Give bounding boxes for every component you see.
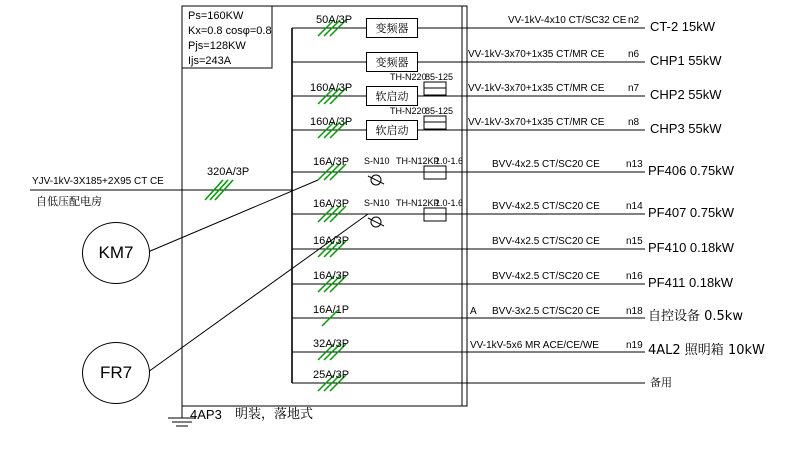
load-label-6: PF407 0.75kW (648, 205, 734, 220)
load-label-1: CT-2 15kW (650, 19, 716, 34)
cable-label-4: VV-1kV-3x70+1x35 CT/MR CE (468, 117, 605, 128)
circuit-no-4: n8 (628, 117, 640, 128)
breaker-label-1: 50A/3P (316, 14, 353, 26)
relay-fr7-label: FR7 (99, 363, 133, 382)
panel-name-label: 4AP3 (190, 407, 222, 422)
cable-label-5: BVV-4x2.5 CT/SC20 CE (492, 159, 600, 170)
circuit-no-3: n7 (628, 83, 640, 94)
thermal-range-5: 1.0-1.6 (435, 156, 464, 166)
breaker-label-5: 16A/3P (313, 156, 350, 168)
circuit-no-6: n14 (626, 201, 643, 212)
device-label-3: 软启动 (375, 91, 409, 103)
thermal-label-4: TH-N220 (390, 106, 427, 116)
load-label-4: CHP3 55kW (650, 121, 722, 136)
panel-spec-line-1: Ps=160KW (188, 10, 244, 22)
thermal-label-3: TH-N220 (390, 72, 427, 82)
cable-label-10: VV-1kV-5x6 MR ACE/CE/WE (470, 340, 599, 351)
load-label-10: 4AL2 照明箱 10kW (648, 343, 765, 358)
circuit-no-5: n13 (626, 159, 643, 170)
main-breaker-label: 320A/3P (207, 166, 250, 178)
load-label-11: 备用 (650, 376, 672, 389)
circuit-no-1: n2 (628, 15, 640, 26)
device-box-4 (366, 120, 418, 140)
breaker-label-10: 32A/3P (313, 338, 350, 350)
relay-fr7[interactable] (82, 342, 150, 404)
thermal-label-5: TH-N12KP (396, 156, 440, 166)
breaker-label-9: 16A/1P (313, 304, 350, 316)
device-label-4: 软启动 (375, 125, 409, 137)
circuit-no-7: n15 (626, 236, 643, 247)
thermal-range-3: 85-125 (425, 72, 454, 82)
relay-km7-label: KM7 (98, 243, 134, 262)
breaker-label-8: 16A/3P (313, 270, 350, 282)
breaker-label-7: 16A/3P (313, 235, 350, 247)
load-label-7: PF410 0.18kW (648, 240, 734, 255)
circuit-no-10: n19 (626, 340, 643, 351)
device-label-2: 变频器 (375, 57, 409, 69)
starter-label-6: S-N10 (364, 198, 390, 208)
relay-km7[interactable] (82, 222, 150, 284)
panel-mounting-label: 明装，落地式 (235, 407, 314, 422)
panel-spec-line-2: Kx=0.8 cosφ=0.8 (188, 25, 272, 37)
cable-label-6: BVV-4x2.5 CT/SC20 CE (492, 201, 600, 212)
circuit-no-9: n18 (626, 306, 643, 317)
load-label-5: PF406 0.75kW (648, 163, 734, 178)
circuit-no-2: n6 (628, 49, 640, 60)
load-label-2: CHP1 55kW (650, 53, 722, 68)
cable-label-9: BVV-3x2.5 CT/SC20 CE (492, 306, 600, 317)
incoming-source-label: 自低压配电房 (36, 195, 102, 208)
thermal-range-4: 85-125 (425, 106, 454, 116)
breaker-label-6: 16A/3P (313, 198, 350, 210)
panel-spec-line-3: Pjs=128KW (188, 40, 246, 52)
device-label-1: 变频器 (375, 23, 409, 35)
load-label-8: PF411 0.18kW (648, 275, 734, 290)
breaker-label-4: 160A/3P (310, 116, 353, 128)
starter-label-5: S-N10 (364, 156, 390, 166)
cable-label-8: BVV-4x2.5 CT/SC20 CE (492, 271, 600, 282)
device-box-3 (366, 86, 418, 106)
thermal-range-6: 1.0-1.6 (435, 198, 464, 208)
device-box-2 (366, 52, 418, 72)
cable-label-2: VV-1kV-3x70+1x35 CT/MR CE (468, 49, 605, 60)
cable-label-3: VV-1kV-3x70+1x35 CT/MR CE (468, 83, 605, 94)
incoming-cable-label: YJV-1kV-3X185+2X95 CT CE (32, 176, 164, 187)
cable-label-1: VV-1kV-4x10 CT/SC32 CE (508, 15, 627, 26)
load-label-9: 自控设备 0.5kw (648, 309, 743, 324)
thermal-label-6: TH-N12KP (396, 198, 440, 208)
device-box-1 (366, 18, 418, 38)
phase-label-9: A (470, 306, 477, 317)
panel-spec-line-4: Ijs=243A (188, 55, 232, 67)
breaker-label-11: 25A/3P (313, 369, 350, 381)
cable-label-7: BVV-4x2.5 CT/SC20 CE (492, 236, 600, 247)
load-label-3: CHP2 55kW (650, 87, 722, 102)
circuit-no-8: n16 (626, 271, 643, 282)
breaker-label-3: 160A/3P (310, 82, 353, 94)
